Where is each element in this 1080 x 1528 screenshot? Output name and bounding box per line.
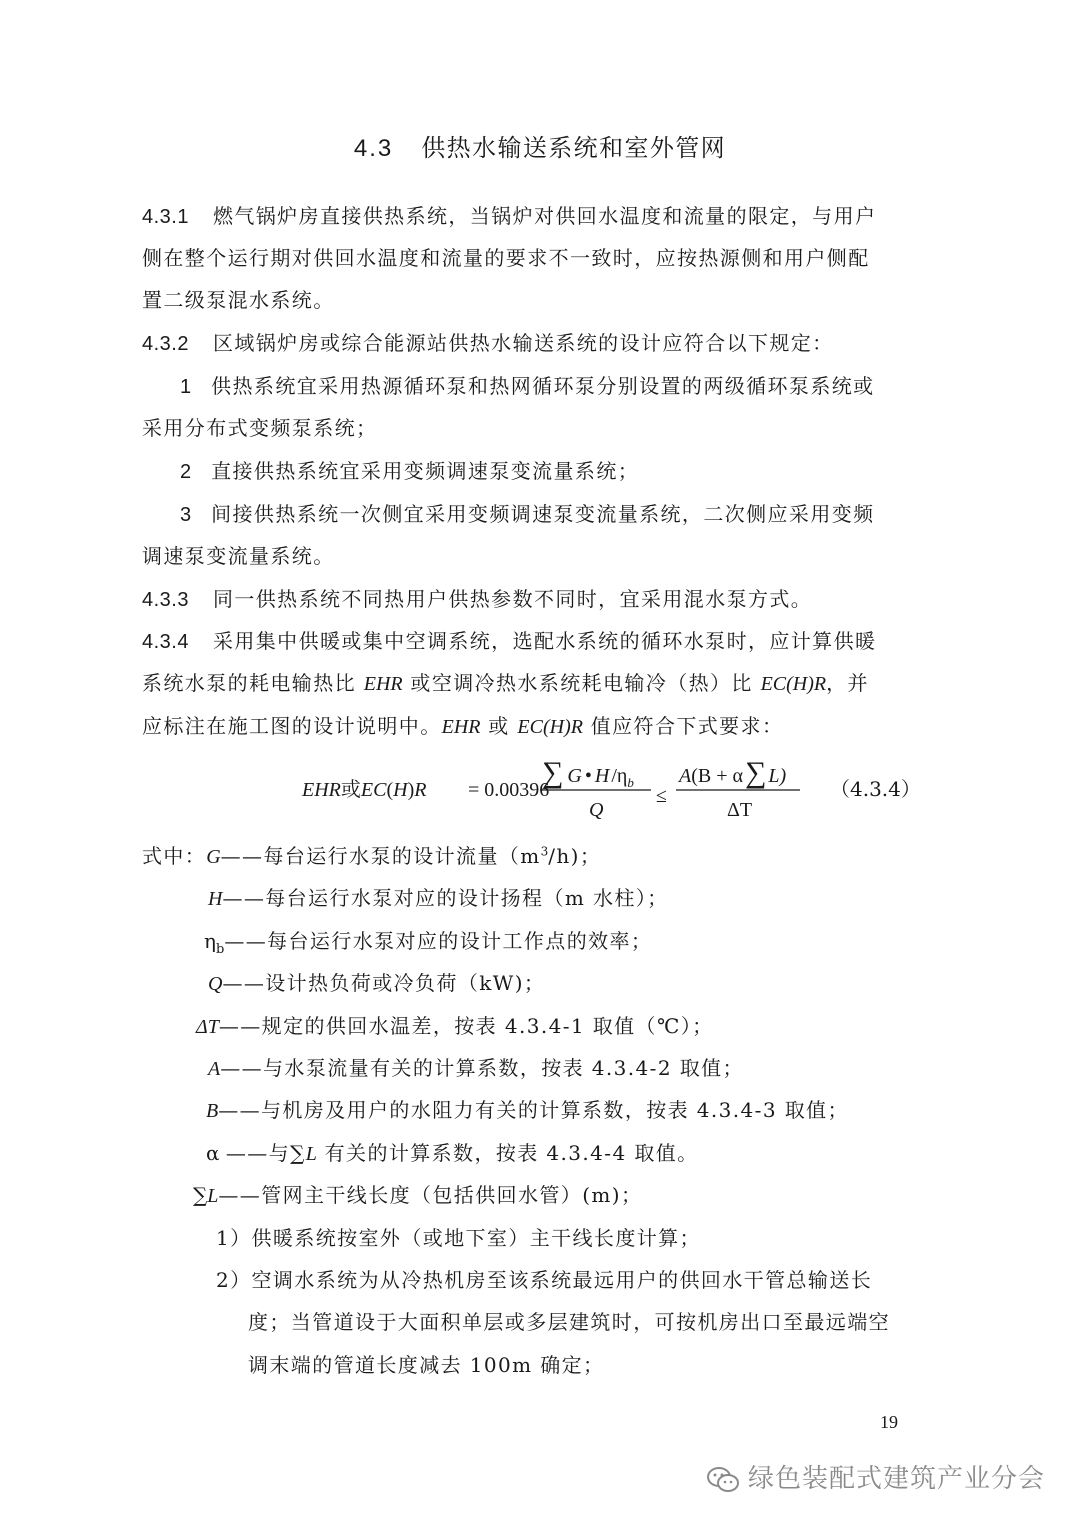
clause-4-3-2-item-3-line-2: 调速泵变流量系统。 bbox=[142, 544, 335, 568]
clause-4-3-2-item-1-line-2: 采用分布式变频泵系统； bbox=[142, 416, 378, 440]
svg-text:A(B + α∑L): A(B + α∑ L) bbox=[679, 758, 787, 789]
where-g: 式中：G——每台运行水泵的设计流量$(m^3/h)$； bbox=[142, 844, 602, 868]
where-note-2-line-3: 调末端的管道长度减去 100m 确定； bbox=[248, 1353, 605, 1377]
clause-4-3-2-item-1-line-1: 1 供热系统宜采用热源循环泵和热网循环泵分别设置的两级循环泵系统或 bbox=[180, 374, 875, 398]
clause-label: 4.3.4 bbox=[142, 631, 189, 653]
where-note-1: 1）供暖系统按室外（或地下室）主干线长度计算； bbox=[216, 1226, 701, 1250]
where-delta-t: ΔT——规定的供回水温差，按表 4.3.4-1 取值（℃）； bbox=[196, 1014, 714, 1038]
clause-4-3-4-line-3: 应标注在施工图的设计说明中。EHR 或 EC(H)R 值应符合下式要求： bbox=[142, 714, 784, 738]
clause-4-3-4-line-2: 系统水泵的耗电输热比 EHR 或空调冷热水系统耗电输冷（热）比 EC(H)R，并 bbox=[142, 671, 869, 695]
where-alpha: α ——与∑L 有关的计算系数，按表 4.3.4-4 取值。 bbox=[206, 1141, 699, 1165]
item-number: 1 bbox=[180, 376, 192, 398]
section-title bbox=[0, 128, 1080, 163]
watermark-text: 绿色装配式建筑产业分会 bbox=[748, 1464, 1046, 1494]
clause-label: 4.3.3 bbox=[142, 589, 189, 611]
item-number: 2 bbox=[180, 461, 192, 483]
where-h: H——每台运行水泵对应的设计扬程（m 水柱）； bbox=[208, 886, 669, 910]
section-number: 4.3 bbox=[353, 135, 394, 162]
formula-fraction-1 bbox=[541, 758, 651, 821]
where-a: A——与水泵流量有关的计算系数，按表 4.3.4-2 取值； bbox=[208, 1056, 744, 1080]
page-number: 19 bbox=[880, 1412, 898, 1432]
item-number: 3 bbox=[180, 504, 192, 526]
clause-4-3-2-intro: 4.3.2 区域锅炉房或综合能源站供热水输送系统的设计应符合以下规定： bbox=[142, 331, 834, 355]
where-b: B——与机房及用户的水阻力有关的计算系数，按表 4.3.4-3 取值； bbox=[206, 1098, 849, 1122]
watermark bbox=[706, 1458, 1045, 1495]
clause-4-3-1-line-1: 4.3.1 燃气锅炉房直接供热系统，当锅炉对供回水温度和流量的限定，与用户 bbox=[142, 204, 877, 228]
chat-bubbles-icon bbox=[706, 1465, 740, 1495]
svg-text:∑G•H/ηb: ∑ G • H $/\eta_b$ bbox=[542, 758, 634, 790]
clause-4-3-1-line-3: 置二级泵混水系统。 bbox=[142, 288, 335, 312]
formula-coefficient: = 0.00396 bbox=[468, 779, 550, 801]
clause-4-3-4-line-1: 4.3.4 采用集中供暖或集中空调系统，选配水系统的循环水泵时，应计算供暖 bbox=[142, 629, 877, 653]
clause-label: 4.3.1 bbox=[142, 206, 189, 228]
formula-lhs bbox=[301, 777, 426, 801]
formula-fraction-2 bbox=[676, 758, 800, 821]
clause-label: 4.3.2 bbox=[142, 333, 189, 355]
section-title-text: 供热水输送系统和室外管网 bbox=[421, 134, 727, 162]
formula-tag: （4.3.4） bbox=[830, 777, 921, 801]
clause-4-3-1-line-2: 侧在整个运行期对供回水温度和流量的要求不一致时，应按热源侧和用户侧配 bbox=[142, 246, 870, 270]
svg-text:ΔT: ΔT bbox=[727, 799, 753, 821]
where-sigma-l: ∑L——管网主干线长度（包括供回水管）(m)； bbox=[193, 1183, 643, 1207]
clause-4-3-2-item-3-line-1: 3 间接供热系统一次侧宜采用变频调速泵变流量系统，二次侧应采用变频 bbox=[180, 502, 875, 526]
where-q: Q——设计热负荷或冷负荷（kW)； bbox=[208, 971, 546, 995]
where-note-2-line-1: 2）空调水系统为从冷热机房至该系统最远用户的供回水干管总输送长 bbox=[216, 1268, 873, 1292]
clause-4-3-2-item-2: 2 直接供热系统宜采用变频调速泵变流量系统； bbox=[180, 459, 640, 483]
formula-leq: ≤ bbox=[656, 785, 667, 807]
svg-text:Q: Q bbox=[589, 799, 604, 821]
where-eta: $\eta_b——$每台运行水泵对应的设计工作点的效率； bbox=[204, 929, 653, 957]
formula-4-3-4 bbox=[0, 758, 1080, 830]
svg-text:EHR或EC(H)R: EHR或EC(H)R bbox=[302, 777, 427, 801]
clause-4-3-3: 4.3.3 同一供热系统不同热用户供热参数不同时，宜采用混水泵方式。 bbox=[142, 587, 813, 611]
where-note-2-line-2: 度；当管道设于大面积单层或多层建筑时，可按机房出口至最远端空 bbox=[248, 1310, 890, 1334]
